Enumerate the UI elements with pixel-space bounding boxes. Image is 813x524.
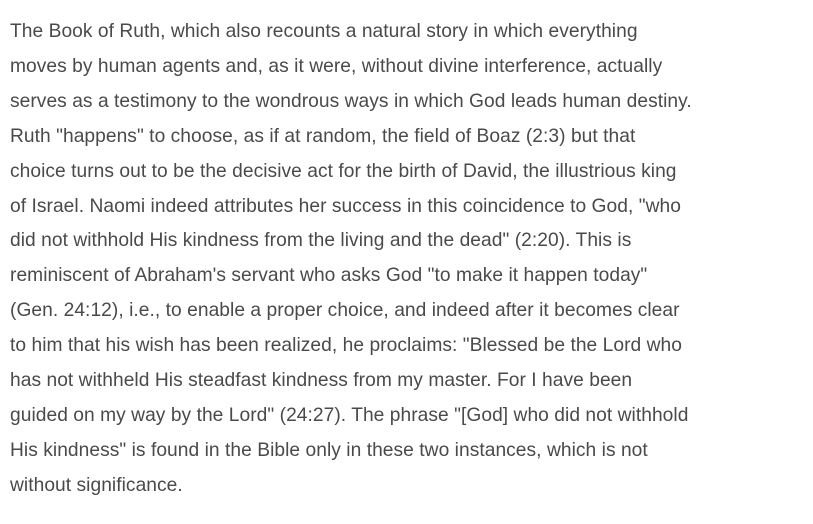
paragraph-line: The Book of Ruth, which also recounts a natural story in which everything [10,21,638,42]
article-paragraph [10,15,810,504]
paragraph-line: His kindness" is found in the Bible only in these two instances, which is not [10,439,648,461]
paragraph-line: serves as a testimony to the wondrous ways in which God leads human destiny. [10,90,692,112]
paragraph-line: guided on my way by the Lord" (24:27). The phrase "[God] who did not withhold [10,404,689,426]
paragraph-line: reminiscent of Abraham's servant who asks God "to make it happen today" [10,265,648,287]
paragraph-line: without significance. [10,474,183,496]
article-body [10,15,810,504]
paragraph-line: moves by human agents and, as it were, without divine interference, actually [10,55,663,77]
paragraph-line: of Israel. Naomi indeed attributes her success in this coincidence to God, "who [10,195,681,217]
paragraph-line: to him that his wish has been realized, he proclaims: "Blessed be the Lord who [10,335,682,357]
paragraph-line: (Gen. 24:12), i.e., to enable a proper choice, and indeed after it becomes clear [10,300,680,322]
paragraph-line: choice turns out to be the decisive act for the birth of David, the illustrious king [10,160,677,182]
paragraph-line: did not withhold His kindness from the living and the dead" (2:20). This is [10,230,632,252]
paragraph-line: Ruth "happens" to choose, as if at random, the field of Boaz (2:3) but that [10,125,636,147]
paragraph-line: has not withheld His steadfast kindness from my master. For I have been [10,370,633,392]
